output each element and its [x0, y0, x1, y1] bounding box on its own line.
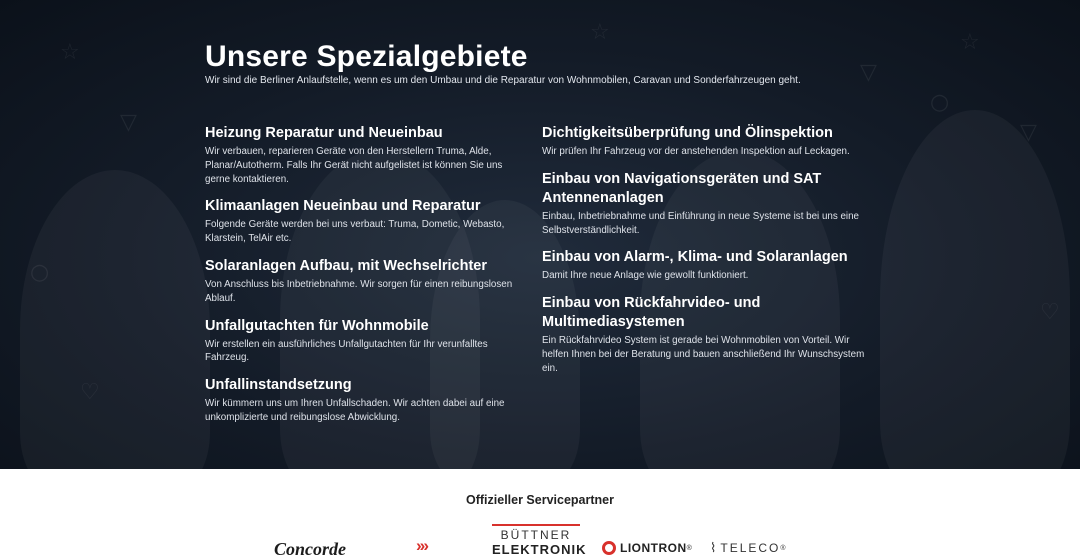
- service-item: [542, 170, 867, 238]
- doodle-star-icon: ☆: [960, 30, 980, 55]
- teleco-antenna-icon: ⌇: [710, 540, 717, 555]
- background-figure-right: [880, 110, 1070, 469]
- service-description: Wir verbauen, reparieren Geräte von den Herstellern Truma, Alde, Planar/Autotherm. Falls Ihr Gerät nicht aufgelistet ist können Sie uns gerne kontaktieren.: [205, 146, 503, 185]
- service-title: Einbau von Navigationsgeräten und SAT Antennenanlagen: [542, 170, 822, 206]
- service-description: Einbau, Inbetriebnahme und Einführung in neue Systeme ist bei uns eine Selbstverständlichkeit.: [542, 210, 859, 236]
- services-column-left: [205, 124, 525, 436]
- liontron-mark-icon: [602, 541, 616, 555]
- liontron-logo-text: LIONTRON: [620, 541, 687, 555]
- service-title: Solaranlagen Aufbau, mit Wechselrichter: [205, 257, 488, 274]
- page-title: Unsere Spezialgebiete: [205, 40, 528, 73]
- service-item: [205, 257, 525, 306]
- service-title: Klimaanlagen Neueinbau und Reparatur: [205, 198, 481, 215]
- background-figure-left: [20, 170, 210, 469]
- service-item: [205, 376, 525, 425]
- doodle-star-icon: ☆: [60, 40, 80, 65]
- service-description: Wir erstellen ein ausführliches Unfallgutachten für Ihr verunfalltes Fahrzeug.: [205, 338, 488, 364]
- teleco-logo[interactable]: [710, 540, 786, 556]
- doodle-triangle-icon: ▽: [120, 110, 137, 135]
- doodle-heart-icon: ♡: [1040, 300, 1060, 325]
- service-description: Damit Ihre neue Anlage wie gewollt funktioniert.: [542, 270, 749, 282]
- teleco-logo-text: TELECO: [720, 541, 781, 555]
- service-title: Einbau von Alarm-, Klima- und Solaranlagen: [542, 249, 848, 266]
- doodle-triangle-icon: ▽: [860, 60, 877, 85]
- service-item: [205, 124, 525, 186]
- page-subtitle: Wir sind die Berliner Anlaufstelle, wenn es um den Umbau und die Reparatur von Wohnmobilen, Caravan und Sonderfahrzeugen geht.: [205, 75, 801, 86]
- buettner-logo-bottom: ELEKTRONIK: [492, 542, 587, 557]
- service-item: [205, 197, 525, 246]
- service-item: [542, 124, 867, 159]
- teleco-registered-mark: ®: [780, 544, 786, 552]
- service-title: Heizung Reparatur und Neueinbau: [205, 125, 443, 141]
- service-title: Unfallgutachten für Wohnmobile: [205, 317, 429, 334]
- service-description: Ein Rückfahrvideo System ist gerade bei Wohnmobilen von Vorteil. Wir helfen Ihnen bei der Beratung und bauen anschließend Ihr Wunschsystem ein.: [542, 335, 865, 374]
- service-partners-section: [0, 469, 1080, 559]
- concorde-logo[interactable]: Concorde: [274, 539, 346, 559]
- doodle-star-icon: ☆: [590, 20, 610, 45]
- service-title: Einbau von Rückfahrvideo- und Multimediasystemen: [542, 295, 761, 331]
- service-item: [205, 317, 525, 366]
- service-description: Wir kümmern uns um Ihren Unfallschaden. Wir achten dabei auf eine unkomplizierte und reibungslose Abwicklung.: [205, 398, 505, 423]
- services-column-right: [542, 124, 867, 387]
- doodle-circle-icon: ○: [930, 90, 950, 115]
- service-description: Folgende Geräte werden bei uns verbaut: Truma, Dometic, Webasto, Klarstein, TelAir etc.: [205, 219, 505, 245]
- service-title: Unfallinstandsetzung: [205, 377, 352, 394]
- service-title: Dichtigkeitsüberprüfung und Ölinspektion: [542, 125, 833, 141]
- liontron-registered-mark: ®: [686, 544, 692, 552]
- service-description: Wir prüfen Ihr Fahrzeug vor der anstehenden Inspektion auf Leckagen.: [542, 146, 850, 157]
- service-item: [542, 294, 867, 375]
- partners-title: Offizieller Servicepartner: [466, 493, 614, 507]
- service-item: [542, 248, 867, 283]
- buettner-logo-top: BÜTTNER: [500, 528, 572, 542]
- doodle-heart-icon: ♡: [80, 380, 100, 405]
- buettner-elektronik-logo[interactable]: [492, 524, 587, 557]
- doodle-triangle-icon: ▽: [1020, 120, 1037, 145]
- chevrons-logo[interactable]: ›››: [416, 536, 427, 555]
- doodle-circle-icon: ○: [30, 260, 50, 285]
- service-description: Von Anschluss bis Inbetriebnahme. Wir sorgen für einen reibungslosen Ablauf.: [205, 278, 513, 304]
- buettner-logo-bar: [492, 524, 580, 526]
- liontron-logo[interactable]: [602, 541, 692, 555]
